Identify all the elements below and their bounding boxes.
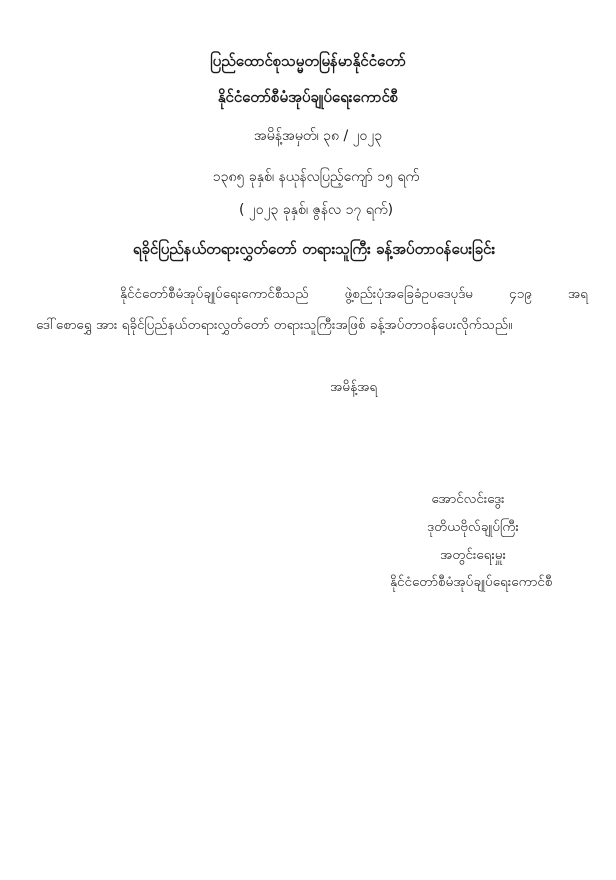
country-heading: ပြည်ထောင်စုသမ္မတမြန်မာနိုင်ငံတော်	[210, 52, 406, 70]
signatory-rank: ဒုတိယဗိုလ်ချုပ်ကြီး	[427, 519, 519, 535]
signatory-office: နိုင်ငံတော်စီမံအုပ်ချုပ်ရေးကောင်စီ	[390, 574, 553, 590]
body-paragraph-line-2: ဒေါ်စောရွှေ အား ရခိုင်ပြည်နယ်တရားလွှတ်တော် တရားသူကြီးအဖြစ် ခန့်အပ်တာဝန်ပေးလိုက်သည်။	[36, 317, 513, 333]
issuer-heading: နိုင်ငံတော်စီမံအုပ်ချုပ်ရေးကောင်စီ	[217, 88, 399, 106]
myanmar-date: ၁၃၈၅ ခုနှစ်၊ နယုန်လပြည့်ကျော် ၁၅ ရက်	[212, 169, 420, 185]
gregorian-date: ( ၂၀၂၃ ခုနှစ်၊ ဇွန်လ ၁၇ ရက်)	[238, 202, 394, 218]
by-order-label: အမိန့်အရ	[330, 379, 378, 395]
signatory-title: အတွင်းရေးမှူး	[439, 547, 507, 563]
order-number: အမိန့်အမှတ်၊ ၃၈ / ၂၀၂၃	[253, 128, 383, 144]
subject-heading: ရခိုင်ပြည်နယ်တရားလွှတ်တော် တရားသူကြီး ခန့်အပ်တာဝန်ပေးခြင်း	[132, 240, 496, 258]
body-paragraph-line-1: နိုင်ငံတော်စီမံအုပ်ချုပ်ရေးကောင်စီသည် ဖွဲ့စည်းပုံအခြေခံဥပဒေပုဒ်မ ၄၁၉ အရ	[120, 286, 588, 302]
signatory-name: အောင်လင်းဒွေး	[431, 491, 505, 507]
